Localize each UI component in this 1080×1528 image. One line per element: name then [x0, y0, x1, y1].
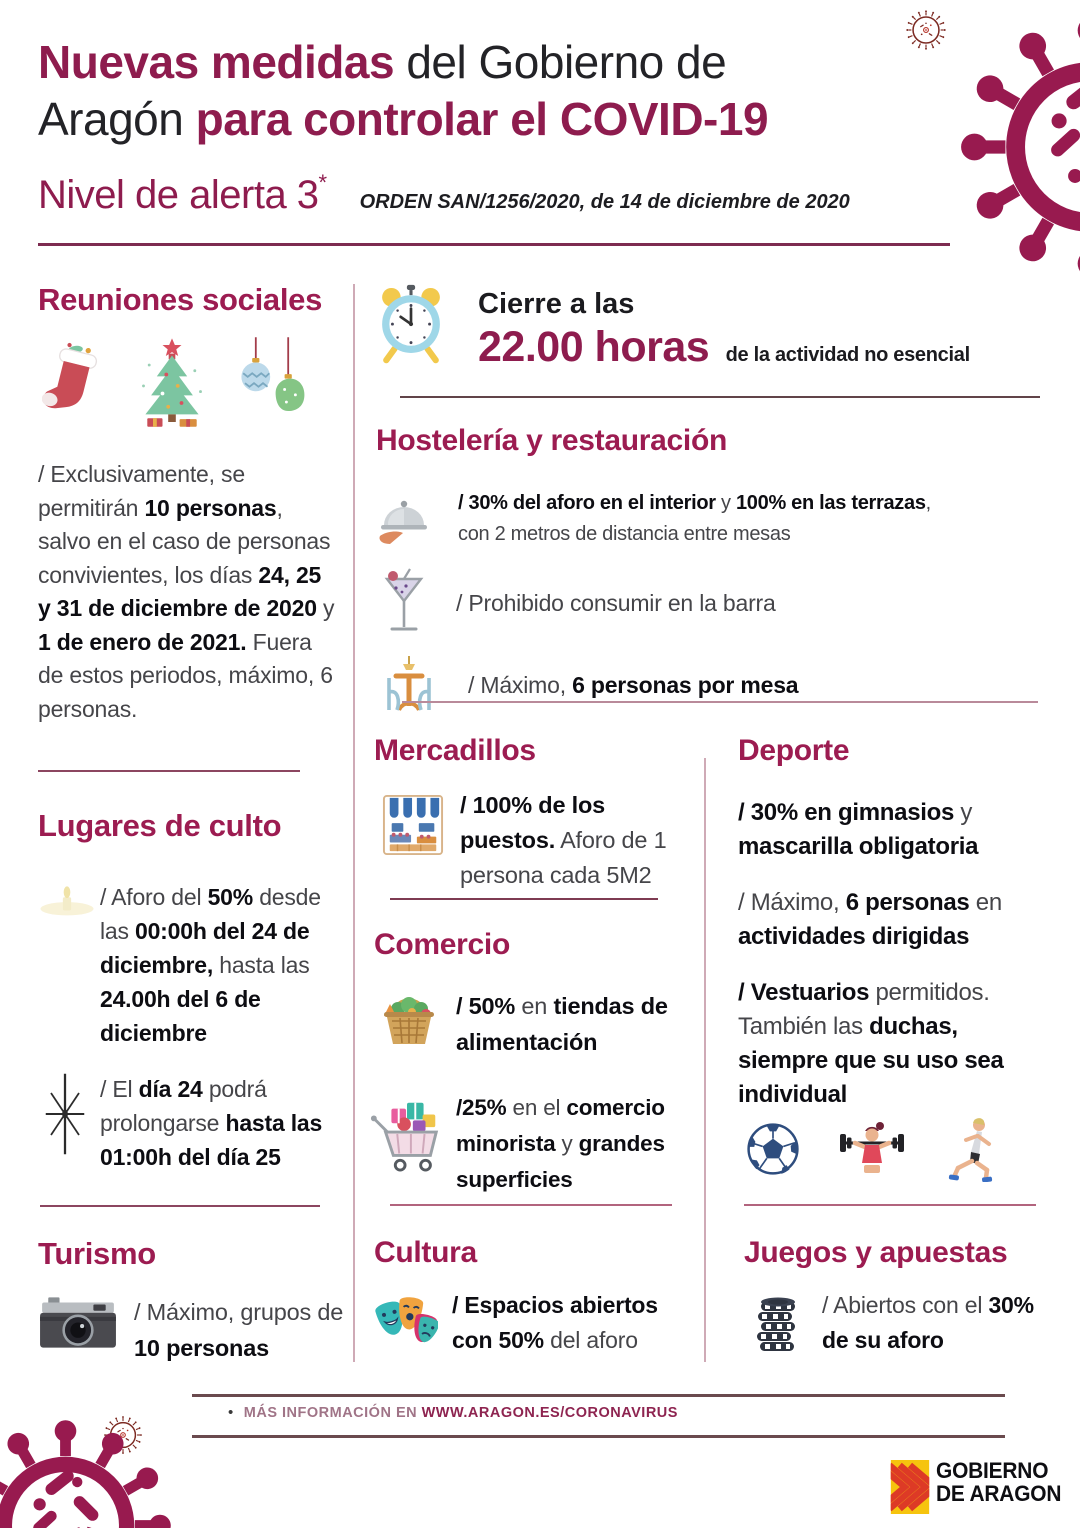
logo-text-line2: DE ARAGON	[936, 1481, 1062, 1506]
section-title: Lugares de culto	[38, 808, 282, 843]
section-divider	[390, 1204, 672, 1206]
section-reuniones-sociales	[38, 282, 338, 726]
item-text: / Aforo del 50% desde las 00:00h del 24 de diciembre, hasta las 24.00h del 6 de diciembre	[100, 884, 321, 1046]
list-item	[376, 564, 1044, 642]
section-title: Juegos y apuestas	[744, 1236, 1008, 1269]
page-title-line-2: Aragón para controlar el COVID-19	[38, 93, 769, 145]
section-title: Deporte	[738, 734, 850, 767]
closing-banner	[478, 288, 970, 372]
camera-icon	[38, 1294, 118, 1352]
item-text: / El día 24 podrá prolongarse hasta las 01:00h del día 25	[100, 1076, 323, 1170]
shopping-cart-icon	[368, 1090, 446, 1176]
virus-large-icon	[0, 1408, 183, 1528]
list-item	[376, 654, 1044, 716]
item-text: / Abiertos con el 30% de su aforo	[822, 1292, 1034, 1353]
reuniones-body: / Exclusivamente, se permitirán 10 personas, salvo en el caso de personas convivientes, los días 24, 25 y 31 de diciembre de 2020 y 1 de enero de 2021. Fuera de estos periodos, máximo, 6 personas.	[38, 461, 335, 722]
list-item	[376, 488, 1044, 550]
cocktail-glass-icon	[382, 564, 426, 642]
closing-suffix: de la actividad no esencial	[725, 344, 970, 366]
info-prefix: MÁS INFORMACIÓN EN	[243, 1405, 422, 1421]
section-title: Reuniones sociales	[38, 282, 323, 317]
poker-chips-icon	[752, 1292, 800, 1354]
header-divider	[38, 243, 950, 246]
deporte-paragraph: / Máximo, 6 personas en actividades dirigidas	[738, 889, 1002, 950]
alarm-clock-icon	[378, 280, 444, 364]
christmas-tree-icon	[134, 334, 210, 434]
gobierno-logo	[936, 1459, 1061, 1505]
list-item	[374, 988, 696, 1060]
closing-line: Cierre a las	[478, 288, 635, 320]
list-item	[38, 880, 350, 1050]
section-divider	[402, 701, 1038, 703]
deporte-paragraph: / Vestuarios permitidos. También las duchas, siempre que su uso sea individual	[738, 979, 1004, 1108]
page-title-line-1: Nuevas medidas del Gobierno de	[38, 36, 727, 88]
footer-divider-top	[192, 1394, 1005, 1397]
christmas-baubles-icon	[236, 334, 308, 426]
item-text: / Máximo, grupos de 10 personas	[134, 1299, 344, 1361]
table-chairs-icon	[376, 654, 442, 716]
christmas-icons-row	[38, 334, 338, 434]
virus-large-icon	[946, 2, 1080, 292]
footer-info	[228, 1404, 678, 1421]
section-divider	[744, 1204, 1036, 1206]
section-hosteleria	[376, 424, 1044, 716]
section-lugares-de-culto	[38, 808, 350, 1174]
section-turismo	[38, 1236, 358, 1366]
section-divider	[38, 770, 300, 772]
list-item	[744, 1288, 1044, 1358]
section-title: Mercadillos	[374, 734, 536, 767]
list-item	[38, 1072, 350, 1174]
item-text: /25% en el comercio minorista y grandes superficies	[456, 1095, 665, 1192]
weightlifting-icon	[838, 1118, 906, 1180]
page-title	[38, 34, 938, 148]
item-text: / Espacios abiertos con 50% del aforo	[452, 1292, 658, 1353]
alert-level-row	[38, 170, 958, 218]
order-reference: ORDEN SAN/1256/2020, de 14 de diciembre de 2020	[359, 191, 850, 213]
virus-small-icon	[902, 6, 950, 54]
deporte-paragraph: / 30% en gimnasios y mascarilla obligatoria	[738, 799, 979, 860]
christmas-stocking-icon	[42, 334, 104, 428]
alert-asterisk: *	[318, 170, 328, 195]
section-title: Hostelería y restauración	[376, 424, 727, 457]
section-title: Turismo	[38, 1236, 156, 1271]
aragon-coat-icon	[890, 1460, 930, 1514]
list-item	[374, 788, 692, 893]
item-text: / 50% en tiendas de alimentación	[456, 993, 668, 1055]
section-title: Cultura	[374, 1236, 477, 1269]
info-bullet: •	[228, 1404, 234, 1421]
list-item	[38, 1294, 358, 1366]
section-mercadillos	[374, 734, 692, 893]
closing-time: 22.00 horas	[478, 323, 710, 371]
soccer-ball-icon	[746, 1122, 800, 1176]
list-item	[374, 1288, 704, 1358]
logo-text-line1: GOBIERNO	[936, 1458, 1049, 1483]
star-icon	[38, 1072, 92, 1156]
section-juegos-apuestas	[744, 1236, 1044, 1358]
alert-level-label: Nivel de alerta 3	[38, 173, 319, 217]
column-divider-right	[704, 758, 706, 1362]
section-title: Comercio	[374, 928, 510, 961]
sport-icons-row	[746, 1116, 1002, 1182]
item-text: / Máximo, 6 personas por mesa	[468, 671, 799, 698]
item-text: / 100% de los puestos. Aforo de 1 persona cada 5M2	[460, 792, 667, 888]
info-link[interactable]: WWW.ARAGON.ES/CORONAVIRUS	[421, 1405, 678, 1421]
section-divider	[390, 898, 658, 900]
theater-masks-icon	[374, 1290, 438, 1356]
food-basket-icon	[378, 988, 440, 1048]
candle-icon	[38, 880, 96, 926]
banner-divider	[400, 396, 1040, 398]
column-divider-left	[353, 284, 355, 1362]
section-cultura	[374, 1236, 704, 1358]
list-item	[374, 1090, 696, 1198]
serving-cloche-icon	[376, 492, 432, 546]
running-icon	[944, 1116, 1002, 1182]
section-deporte	[738, 734, 1040, 1112]
footer-divider-bottom	[192, 1435, 1005, 1438]
section-comercio	[374, 928, 696, 1198]
item-text: / 30% del aforo en el interior y 100% en las terrazas, con 2 metros de distancia entre mesas	[458, 492, 931, 545]
section-divider	[40, 1205, 320, 1207]
market-stall-icon	[382, 794, 444, 856]
item-text: / Prohibido consumir en la barra	[456, 589, 776, 616]
